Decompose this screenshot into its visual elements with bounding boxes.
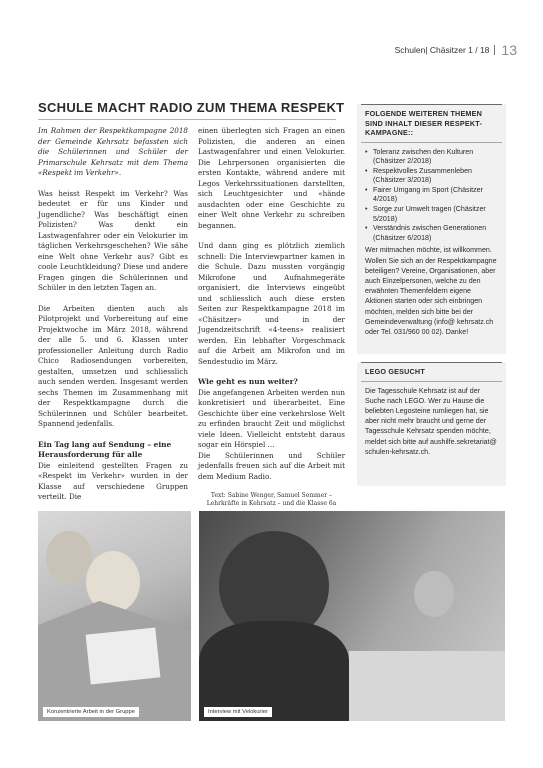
article-lead: Im Rahmen der Respektkampagne 2018 der Gemeinde Kehrsatz befassten sich die Schülerinnen und Schüler der Primarschule Kehrsatz mit dem Thema «Respekt im Verkehr». <box>38 126 188 177</box>
themes-box-heading: FOLGENDE WEITEREN THEMEN SIND INHALT DIESER RESPEKT-KAMPAGNE:: <box>361 104 502 143</box>
article-column-2 <box>198 126 345 508</box>
child-head-shape <box>46 531 92 583</box>
themes-list-item: • Fairer Umgang im Sport (Chäsitzer 4/2018) <box>365 186 500 205</box>
article-paragraph: Was heisst Respekt im Verkehr? Was bedeutet er für uns Kinder und Jugendliche? Was beschäftigt einen Polizisten? Was denkt ein Lastwagenfahrer oder ein Velokurier im täglichen Verkehrsgeschehen? Wie sähe eine Welt ohne Verkehr aus? Gibt es coole Leuchtkleidung? Diese und andere Fragen gingen die Schülerinnen und Schüler in den letzten Tagen an. <box>38 188 188 292</box>
themes-box <box>357 104 506 354</box>
themes-list-item: • Respektvolles Zusammenleben (Chäsitzer 3/2018) <box>365 167 500 186</box>
photo-caption-right: Interview mit Velokurier <box>204 707 272 717</box>
article-paragraph: einen überlegten sich Fragen an einen Polizisten, die anderen an einen Lastwagenfahrer und einen Velokurier. Die Lehrpersonen organisierten die ersten Kontakte, während andere mit Legos Verkehrssituationen darstellten, sich Leuchtgesichter und «hände ausdachten oder eine Geschichte zu einer Welt ohne Verkehr zu schreiben begannen. <box>198 126 345 230</box>
article-paragraph: Und dann ging es plötzlich ziemlich schnell: Die Interviewpartner kamen in die Schule. Dazu mussten vorgängig Mikrofone und Aufnahmegeräte organisiert, die Interviews eingeübt und schliesslich auch diese ersten Seiten zur Respektkampagne 2018 im «Chäsitzer» und in der Jugendzeitschrift «4-teens» realisiert werden. Ein lebhafter Vorgeschmack auf die Arbeit am Mikrofon und im Sendestudio im März. <box>198 241 345 366</box>
paper-shape <box>86 627 161 684</box>
themes-list-item: • Verständnis zwischen Generationen (Chäsitzer 6/2018) <box>365 224 500 243</box>
article-paragraph: Die angefangenen Arbeiten werden nun konkretisiert und überarbeitet. Eine Geschichte über eine verkehrslose Welt zu erfinden braucht Zeit und möglichst viele Ideen. Vielleicht entsteht daraus sogar ein Hörspiel ... <box>198 387 345 449</box>
themes-list-item: • Sorge zur Umwelt tragen (Chäsitzer 5/2018) <box>365 205 500 224</box>
photo-caption-left: Konzentrierte Arbeit in der Gruppe <box>43 707 139 717</box>
article-headline: SCHULE MACHT RADIO ZUM THEMA RESPEKT <box>38 100 345 115</box>
article-paragraph: Die Arbeiten dienten auch als Pilotprojekt und Vorbereitung auf eine Projektwoche im März 2018, während der alle 5. und 6. Klassen unter professioneller Anleitung durch Radio Chico Radiosendungen vorbereiten, gestalten, umsetzen und schliesslich auch senden werden. Insgesamt werden sechs Themen im Zusammenhang mit der Respektkampagne durch die Schülerinnen und Schüler bearbeitet. Spannend jedenfalls. <box>38 303 188 428</box>
photo-interview <box>199 511 505 721</box>
page-number: 13 <box>501 42 517 58</box>
article-subheading: Ein Tag lang auf Sendung – eine Herausforderung für alle <box>38 439 172 459</box>
themes-list <box>357 143 506 244</box>
article-subheading: Wie geht es nun weiter? <box>198 377 298 386</box>
lego-box-heading: LEGO GESUCHT <box>361 362 502 382</box>
article-paragraph: Die einleitend gestellten Fragen zu «Respekt im Verkehr» wurden in der Klasse auf verschiedene Gruppen verteilt. Die <box>38 460 188 501</box>
photo-group-work <box>38 511 191 721</box>
themes-list-item: • Toleranz zwischen den Kulturen (Chäsitzer 2/2018) <box>365 148 500 167</box>
article-paragraph: Die Schülerinnen und Schüler jedenfalls freuen sich auf die Arbeit mit dem Medium Radio. <box>198 450 345 481</box>
running-head <box>395 42 517 58</box>
lego-box <box>357 362 506 486</box>
lego-box-text: Die Tagesschule Kehrsatz ist auf der Suche nach LEGO. Wer zu Hause die beliebten Legosteine rumliegen hat, sie aber nicht mehr braucht und gerne der Tagesschule Kehrsatz spenden möchte, meldet sich bitte auf aushilfe.sekretariat@ schulen-kehrsatz.ch. <box>365 386 497 456</box>
headline-rule <box>38 119 336 120</box>
article-credit: Text: Sabine Wenger, Samuel Sommer – Lehrkräfte in Kehrsatz – und die Klasse 6a <box>206 492 337 507</box>
courier-body-shape <box>199 621 349 721</box>
themes-box-text: Wer mitmachen möchte, ist willkommen. Wollen Sie sich an der Respektkampagne beteiligen? Vereine, Organisationen, aber auch Einzelpersonen, welche zu den erwähnten Themenfeldern eigene Aktionen starten oder sich einbringen möchten, melden sich bitte bei der Gemeindeverwaltung (info@ kehrsatz.ch oder Tel. 031/960 00 02). Danke! <box>365 246 497 337</box>
table-shape <box>349 651 505 721</box>
child-head-shape <box>414 571 454 617</box>
running-head-section: Schulen| Chäsitzer 1 / 18 <box>395 45 496 55</box>
article-column-1 <box>38 126 188 503</box>
